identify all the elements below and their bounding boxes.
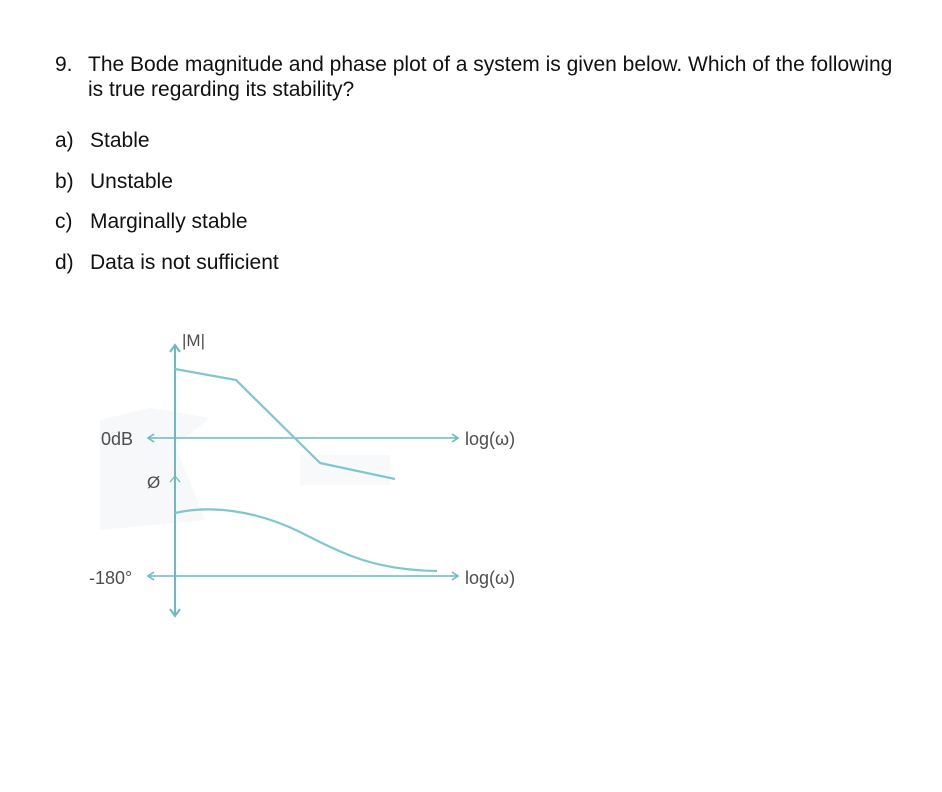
option-letter: a) bbox=[55, 129, 74, 152]
x-axis-label-bottom: log(ω) bbox=[465, 568, 516, 588]
question-text: The Bode magnitude and phase plot of a system is given below. Which of the following is true regarding its stability? bbox=[88, 53, 893, 101]
option-letter: b) bbox=[55, 170, 74, 193]
question-number: 9. bbox=[55, 53, 73, 76]
option-text: Marginally stable bbox=[90, 210, 248, 233]
x-axis-label-top: log(ω) bbox=[465, 429, 516, 449]
option-text: Unstable bbox=[90, 170, 173, 193]
minus180-label: -180° bbox=[89, 568, 133, 588]
phase-curve bbox=[175, 509, 437, 571]
zero-db-axis bbox=[148, 434, 458, 442]
magnitude-axis-label: |M| bbox=[182, 331, 205, 350]
zero-db-label: 0dB bbox=[101, 429, 134, 449]
option-text: Data is not sufficient bbox=[90, 251, 279, 274]
phase-axis-label: Ø bbox=[147, 473, 161, 492]
option-text: Stable bbox=[90, 129, 150, 152]
option-letter: d) bbox=[55, 251, 74, 274]
minus180-axis bbox=[148, 572, 458, 580]
option-letter: c) bbox=[55, 210, 73, 233]
